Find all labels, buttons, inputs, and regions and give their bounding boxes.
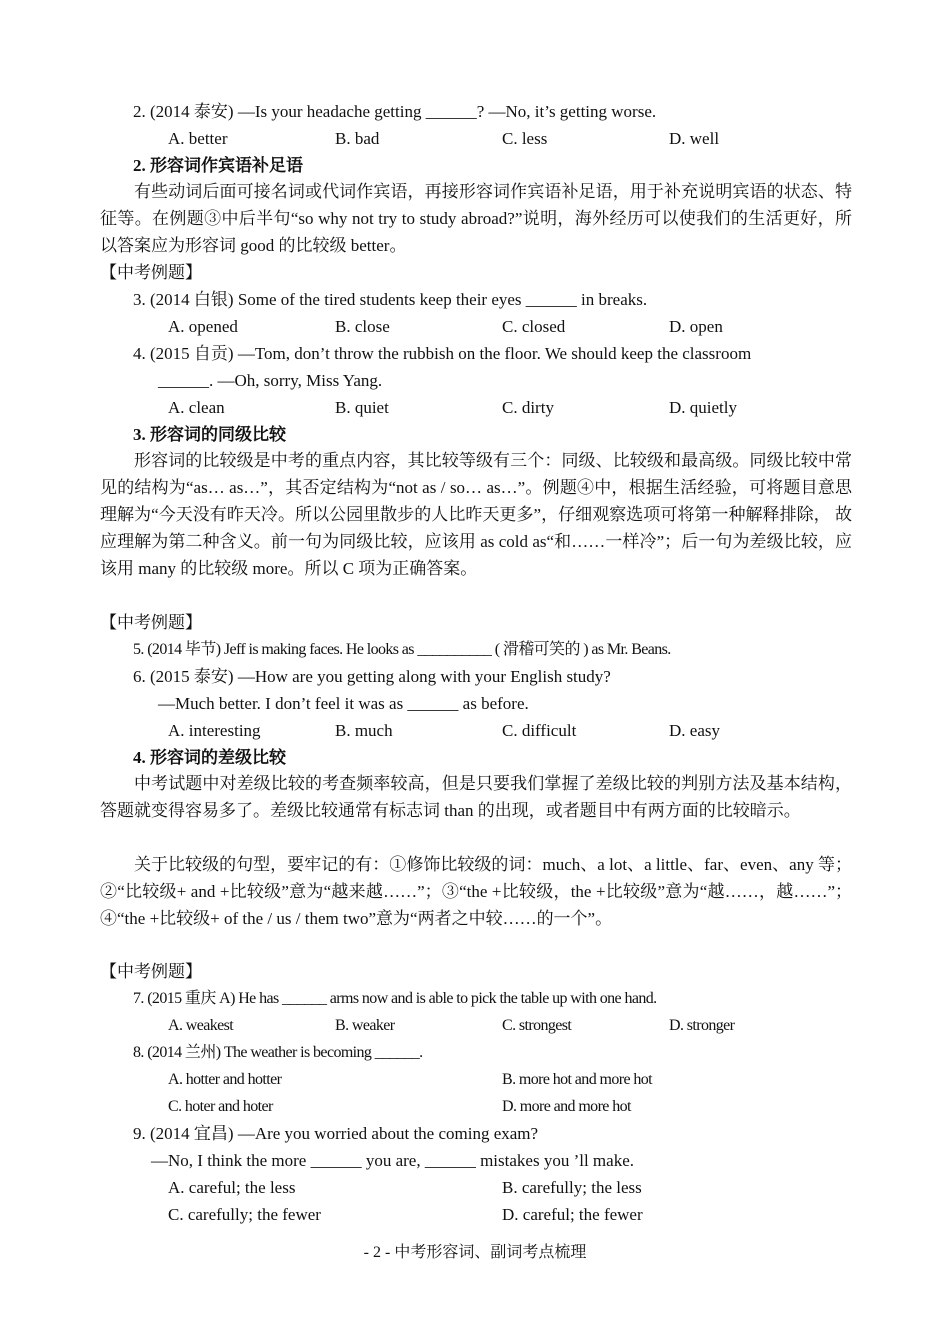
example-heading-2: 【中考例题】 bbox=[100, 613, 202, 632]
q3-option-b: B. close bbox=[335, 317, 390, 336]
q7-option-c: C. strongest bbox=[502, 1017, 572, 1034]
section-4-paragraph-1: 中考试题中对差级比较的考查频率较高，但是只要我们掌握了差级比较的判别方法及基本结构，答题就变得容易多了。差级比较通常有标志词 than 的出现，或者题目中有两方面的比较暗示。 bbox=[100, 774, 852, 820]
q7-option-b: B. weaker bbox=[335, 1017, 395, 1034]
question-4-stem-continued: ______. —Oh, sorry, Miss Yang. bbox=[158, 371, 383, 390]
q6-option-b: B. much bbox=[335, 721, 393, 740]
q9-option-a: A. careful; the less bbox=[168, 1178, 296, 1197]
q8-option-c: C. hoter and hoter bbox=[168, 1098, 273, 1115]
question-2-stem: 2. (2014 泰安) —Is your headache getting ______? —No, it’s getting worse. bbox=[133, 102, 657, 121]
q2-option-a: A. better bbox=[168, 129, 228, 148]
q3-option-d: D. open bbox=[669, 317, 723, 336]
q4-option-a: A. clean bbox=[168, 398, 225, 417]
q2-option-c: C. less bbox=[502, 129, 548, 148]
question-9-stem: 9. (2014 宜昌) —Are you worried about the coming exam? bbox=[133, 1124, 539, 1143]
q9-option-b: B. carefully; the less bbox=[502, 1178, 642, 1197]
example-heading-1: 【中考例题】 bbox=[100, 263, 202, 282]
q6-option-d: D. easy bbox=[669, 721, 720, 740]
question-6-stem-continued: —Much better. I don’t feel it was as ______ as before. bbox=[158, 694, 529, 713]
question-3-stem: 3. (2014 白银) Some of the tired students keep their eyes ______ in breaks. bbox=[133, 290, 648, 309]
q8-option-d: D. more and more hot bbox=[502, 1098, 631, 1115]
q3-option-c: C. closed bbox=[502, 317, 566, 336]
q9-option-d: D. careful; the fewer bbox=[502, 1205, 643, 1224]
section-4-heading: 4. 形容词的差级比较 bbox=[133, 748, 286, 767]
question-4-stem: 4. (2015 自贡) —Tom, don’t throw the rubbish on the floor. We should keep the classroom bbox=[133, 344, 752, 363]
q7-option-a: A. weakest bbox=[168, 1017, 234, 1034]
example-heading-3: 【中考例题】 bbox=[100, 962, 202, 981]
q9-option-c: C. carefully; the fewer bbox=[168, 1205, 321, 1224]
section-3-paragraph: 形容词的比较级是中考的重点内容，其比较等级有三个：同级、比较级和最高级。同级比较中常见的结构为“as… as…”，其否定结构为“not as / so… as…”。例题④中，根据生活经验，可将题目意思理解为“今天没有昨天冷。所以公园里散步的人比昨天更多”，仔细观察选项可将第一种解释排除， 故应理解为第二种含义。前一句为同级比较，应该用 as cold as“和……一样冷”；后一句为差级比较，应该用 many 的比较级 more。所以 C 项为正确答案。 bbox=[100, 451, 852, 578]
q8-option-a: A. hotter and hotter bbox=[168, 1071, 282, 1088]
q8-option-b: B. more hot and more hot bbox=[502, 1071, 653, 1088]
section-2-heading: 2. 形容词作宾语补足语 bbox=[133, 156, 303, 175]
question-9-stem-continued: —No, I think the more ______ you are, ______ mistakes you ’ll make. bbox=[151, 1151, 634, 1170]
q3-option-a: A. opened bbox=[168, 317, 238, 336]
question-6-stem: 6. (2015 泰安) —How are you getting along with your English study? bbox=[133, 667, 611, 686]
q4-option-d: D. quietly bbox=[669, 398, 737, 417]
q4-option-b: B. quiet bbox=[335, 398, 389, 417]
question-5-stem: 5. (2014 毕节) Jeff is making faces. He looks as __________ ( 滑稽可笑的 ) as Mr. Beans. bbox=[133, 641, 671, 658]
section-2-paragraph: 有些动词后面可接名词或代词作宾语，再接形容词作宾语补足语，用于补充说明宾语的状态、特征等。在例题③中后半句“so why not try to study abroad?”说明，海外经历可以使我们的生活更好，所以答案应为形容词 good 的比较级 better。 bbox=[100, 182, 852, 255]
section-3-heading: 3. 形容词的同级比较 bbox=[133, 425, 286, 444]
page-footer: - 2 - 中考形容词、副词考点梳理 bbox=[363, 1244, 587, 1261]
q4-option-c: C. dirty bbox=[502, 398, 554, 417]
question-7-stem: 7. (2015 重庆 A) He has ______ arms now and is able to pick the table up with one hand. bbox=[133, 990, 657, 1007]
q6-option-a: A. interesting bbox=[168, 721, 261, 740]
q2-option-b: B. bad bbox=[335, 129, 380, 148]
section-4-paragraph-2: 关于比较级的句型，要牢记的有：①修饰比较级的词：much、a lot、a little、far、even、any 等；②“比较级+ and +比较级”意为“越来越……”；③“the +比较级，the +比较级”意为“越……，越……”；④“the +比较级+ of the / us / them two”意为“两者之中较……的一个”。 bbox=[100, 855, 852, 928]
q7-option-d: D. stronger bbox=[669, 1017, 735, 1034]
q6-option-c: C. difficult bbox=[502, 721, 577, 740]
q2-option-d: D. well bbox=[669, 129, 720, 148]
question-8-stem: 8. (2014 兰州) The weather is becoming ______. bbox=[133, 1044, 423, 1061]
